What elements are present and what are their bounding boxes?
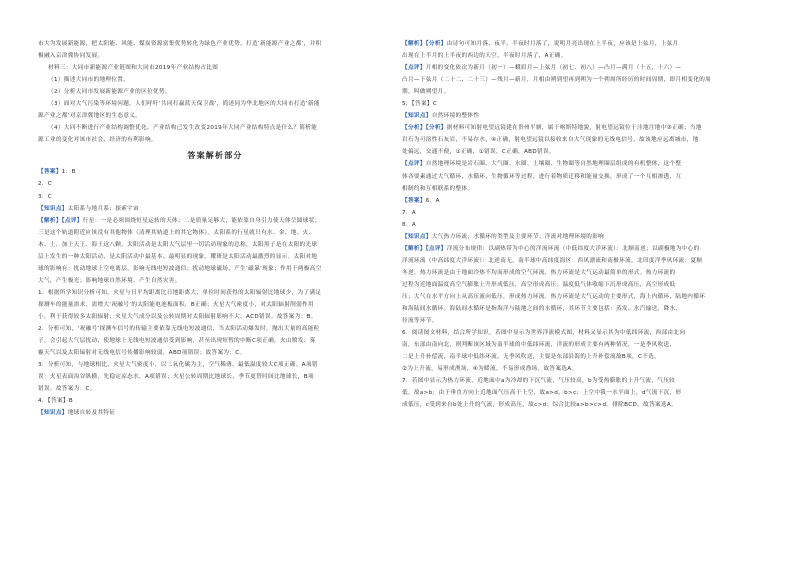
section-tag: 【知识点】 [38,410,68,417]
text-line: 体各要素通过大气循环、水循环、生物循环等过程，进行着物质迁移和能量交换，形成了一个互相渗透、互 [402,173,682,180]
text-line: 【答案】1．B [38,169,76,176]
text-line: 【解析】【分析】由诗句可知月落、夜半，半夜时月落了，说明月亮出现在上半夜，应该是上弦月，上弦月 [402,41,679,47]
text-line: 洋流环流（中高纬度大洋环流）：北逆南无，南半球中高纬度海区：西风漂流和南极环流。北印度洋季风环流：夏顺 [402,257,703,264]
text-line: ②为上升流，易形成渔场，④为暖流，不易形成渔场，故答案选A。 [402,366,578,373]
answer-section-title: 答案解析部分 [187,151,243,161]
section-tag: 【解析】【点评】 [402,245,447,252]
text-line: （4）大同不断进行产业结构调整优化，产业结构已发生改变2019年大同产业结构特点是什么？简析能 [48,125,318,132]
text-line: 成低压，c受到来自b处上升的气流，形成高压，故c>d；综合比较a>b>c>d。排除BCD，故答案选A。 [402,402,678,409]
text-line: 5．【答案】C [402,101,438,108]
text-line: 小，利于获得较多太阳辐射；火星大气成分以及公转周期对太阳辐射影响不大，ACD错误。故答案为：B。 [38,313,317,320]
text-line: 极融入京津冀协同发展。 [38,53,104,60]
text-line: 4．【答案】B [38,398,74,405]
text-line: 木、土，加上天王、海王这八颗。太阳活动是太阳大气层里一切活动现象的总称。太阳黑子是在太阳的光球 [38,241,318,248]
section-tag: 【点评】 [402,65,426,72]
text-line: 错误。故答案为：C。 [38,386,96,393]
text-line: 霾天气以及太阳辐射对无线电信号传播影响较弱，ABD项错误；故答案为：C。 [38,350,246,357]
section-tag: 【解析】【点评】 [38,217,83,224]
text-line: 南，东部由南向北，则判断该区域为南半球的中低纬环流，洋流的形成主要有两种情况，一是季风吹送， [402,342,676,349]
text-line: 处偏远，交通不便，①正确，①错误，C正确，ABD错误。 [402,149,555,156]
text-line: 误：火星表面沟谷纵横，先稳定凉态水，A项错误；火星公转周期比地球长，季节更替时间比地球长，B项 [38,374,314,381]
text-line: 【分析】【分析】据材料可知射电望远镜建在贵州平塘，属于喀斯特地貌，射电望远镜位于洼地注地中③正确；当地 [402,125,702,132]
text-line: （1）描述大同市的地理位置。 [48,77,130,84]
text-line: 源产业之都’对京津冀地区的生态意义。 [38,113,142,120]
text-line: 【点评】月相的变化依次为新月（初一）—蛾眉月—上弦月（初七、初八）—凸月—满月（十五，十六）— [402,65,682,72]
text-line: （2）分析大同市发展新能源产业的区位优势。 [48,89,171,96]
text-line: 凸月—下弦月（二十二、二十三）—残月—新月，月相由朔到望再到朔为一个朔周所经历的时间周期，即月相变化的周 [402,77,712,84]
text-line: 期，叫做朔望月。 [402,89,450,96]
text-line: 2．C [38,181,53,188]
text-line: 探测车的能量需求，需增大‘祝融号’的太阳能电池板面积，B正确；火星大气密度小，对太阳辐射削弱作用 [38,301,314,308]
text-line: 【点评】自然地理环境是岩石圈、大气圈、水圈、土壤圈、生物圈等自然地理圈层组成的有机整体，这个整 [402,161,682,168]
text-line: 径流等环节。 [402,318,438,325]
left-column [38,38,392,419]
text-line: 【解析】【点评】洋流分布规律：以副热带为中心的洋流环流（中低纬度大洋环流）：北顺南逆；以副极地为中心的 [402,245,700,252]
text-line: 二是上升补偿流，南半球中低纬环流，无季风吹送，主要是东部沿海的上升补偿流故B项，C不选， [402,354,661,361]
section-tag: 【答案】 [402,197,426,204]
text-line: 冬逆。热力环流是由于地面冷热不均而形成的空气环流，热力环流是大气运动最简单的形式。热力环流的 [402,269,676,276]
text-line: 过程为近地面温度高空气膨胀上升形成低压，高空形成高压；温度低气体收缩下沉形成高压，高空形成低 [402,281,676,288]
text-line: 岩石为可溶性石灰岩，不易存水，④正确，射电望远镜以接收来自大气现象的无线电信号，故该地应远离城市，地 [402,137,699,144]
text-line: 大气，产生极光；影响地球自然环境，产生自然灾害。 [38,277,181,284]
section-tag: 【知识点】 [402,113,432,120]
section-tag: 【点评】 [402,161,426,168]
text-line: 出现在上半月的上半夜的西边的天空，半夜时月落了，A正确。 [402,53,567,60]
text-line: 7．若图中显示为热力环流，近地面中a为冷却的下沉气流，气压较高，b为受热膨胀的上升气流，气压较 [402,378,676,385]
text-line: 市大为发展新能源，把太阳能、风能、煤炭资源富集优势转化为绿色产业优势，打造‘新能源产业之都’，并积 [38,41,322,47]
text-line: 8．A [402,221,417,228]
text-line: 【知识点】大气热力环流；水循环的类型及主要环节；洋流对地理环境的影响 [402,233,605,240]
text-line: 【知识点】自然环境的整体性 [402,113,480,120]
text-line: 3．C [38,193,53,200]
text-line: 子，会引起大气层扰动，使地球上无线电短波通信受到影响，甚至出现短暂的中断C项正确。火山喷发、雾 [38,338,316,345]
text-line: 球的影响有：扰动地球上空电离层，影响无线电短波通信；扰动地球磁场，产生‘磁暴’现象；作用于两极高空 [38,265,322,272]
text-line: 和海陆间水循环。海陆间水循环是指海洋与陆地之间的水循环，其环节主要包括：蒸发、水汽输送、降水、 [402,306,682,313]
section-tag: 【答案】 [38,169,62,176]
text-line: 6．阅读图文材料，结合所学知识，若图中显示为世界洋流模式图，材料又显示其为中低纬环流，西部由北向 [402,330,686,337]
text-line: 相制约和互相联系的整体。 [402,185,474,192]
section-tag: 【知识点】 [402,233,432,240]
text-line: 7．A [402,209,417,216]
text-line: （3）面对大气污染等环境问题，人们呼吁‘共同打赢蓝天保卫战’，简述同为华北地区的大同市打造‘新能 [48,101,320,108]
section-tag: 【解析】【分析】 [402,41,447,47]
text-line: 压；大气在水平方向上从高压流向低压，形成热力环流。热力环流是大气运动的主要形式，海上内循环、陆地内循环 [402,293,706,300]
text-line: 【答案】6．A [402,197,440,204]
text-line: 【解析】【点评】行星：一是必须围绕恒星运转的天体；二是质量足够大，能依靠自身引力使天体呈圆球状； [38,217,321,224]
text-line: 源工业的变化对该市社会、经济的有利影响。 [38,137,157,144]
text-line: 【知识点】地球自转及其特征 [38,410,116,417]
text-line: 层上发生的一种太阳活动，是太阳活动中最基本、最明显的现象。耀斑是太阳活动最激烈的显示。太阳对地 [38,253,318,260]
text-line: 2．分析可知，‘祝融号’探测车信号的传输主要依靠无线电短波通信，当太阳活动爆发时，抛出大量的高能粒 [38,326,320,333]
section-tag: 【知识点】 [38,205,68,212]
section-tag: 【分析】【分析】 [402,125,447,132]
right-column [402,38,756,411]
text-line: 1．根据所学知识分析可知，火星与日平均距离比日地距离大，单位时间获得的太阳辐射比地球少，为了满足 [38,289,322,296]
text-line: 三是这个轨道附近应该没有其他物体（清理其轨道上的其它物体）。太阳系的行星就只有水、金、地、火、 [38,229,315,236]
text-line: 【知识点】太阳系与地月系；探索宇宙 [38,205,140,212]
text-line: 3．分析可知，与地球相比，火星大气密度小，以二氧化碳为主，空气稀薄，最低温度较大C项正确。A项错 [38,362,318,369]
text-line: 低，故a>b；由于垂直方向上近地面气压高于上空，故a>d，b>c；上空中我一水平面上，d气流下沉，形 [402,390,682,397]
text-line: 材料三：大同市新能源产业链图和大同市2019年产业结构占比图 [48,65,219,72]
